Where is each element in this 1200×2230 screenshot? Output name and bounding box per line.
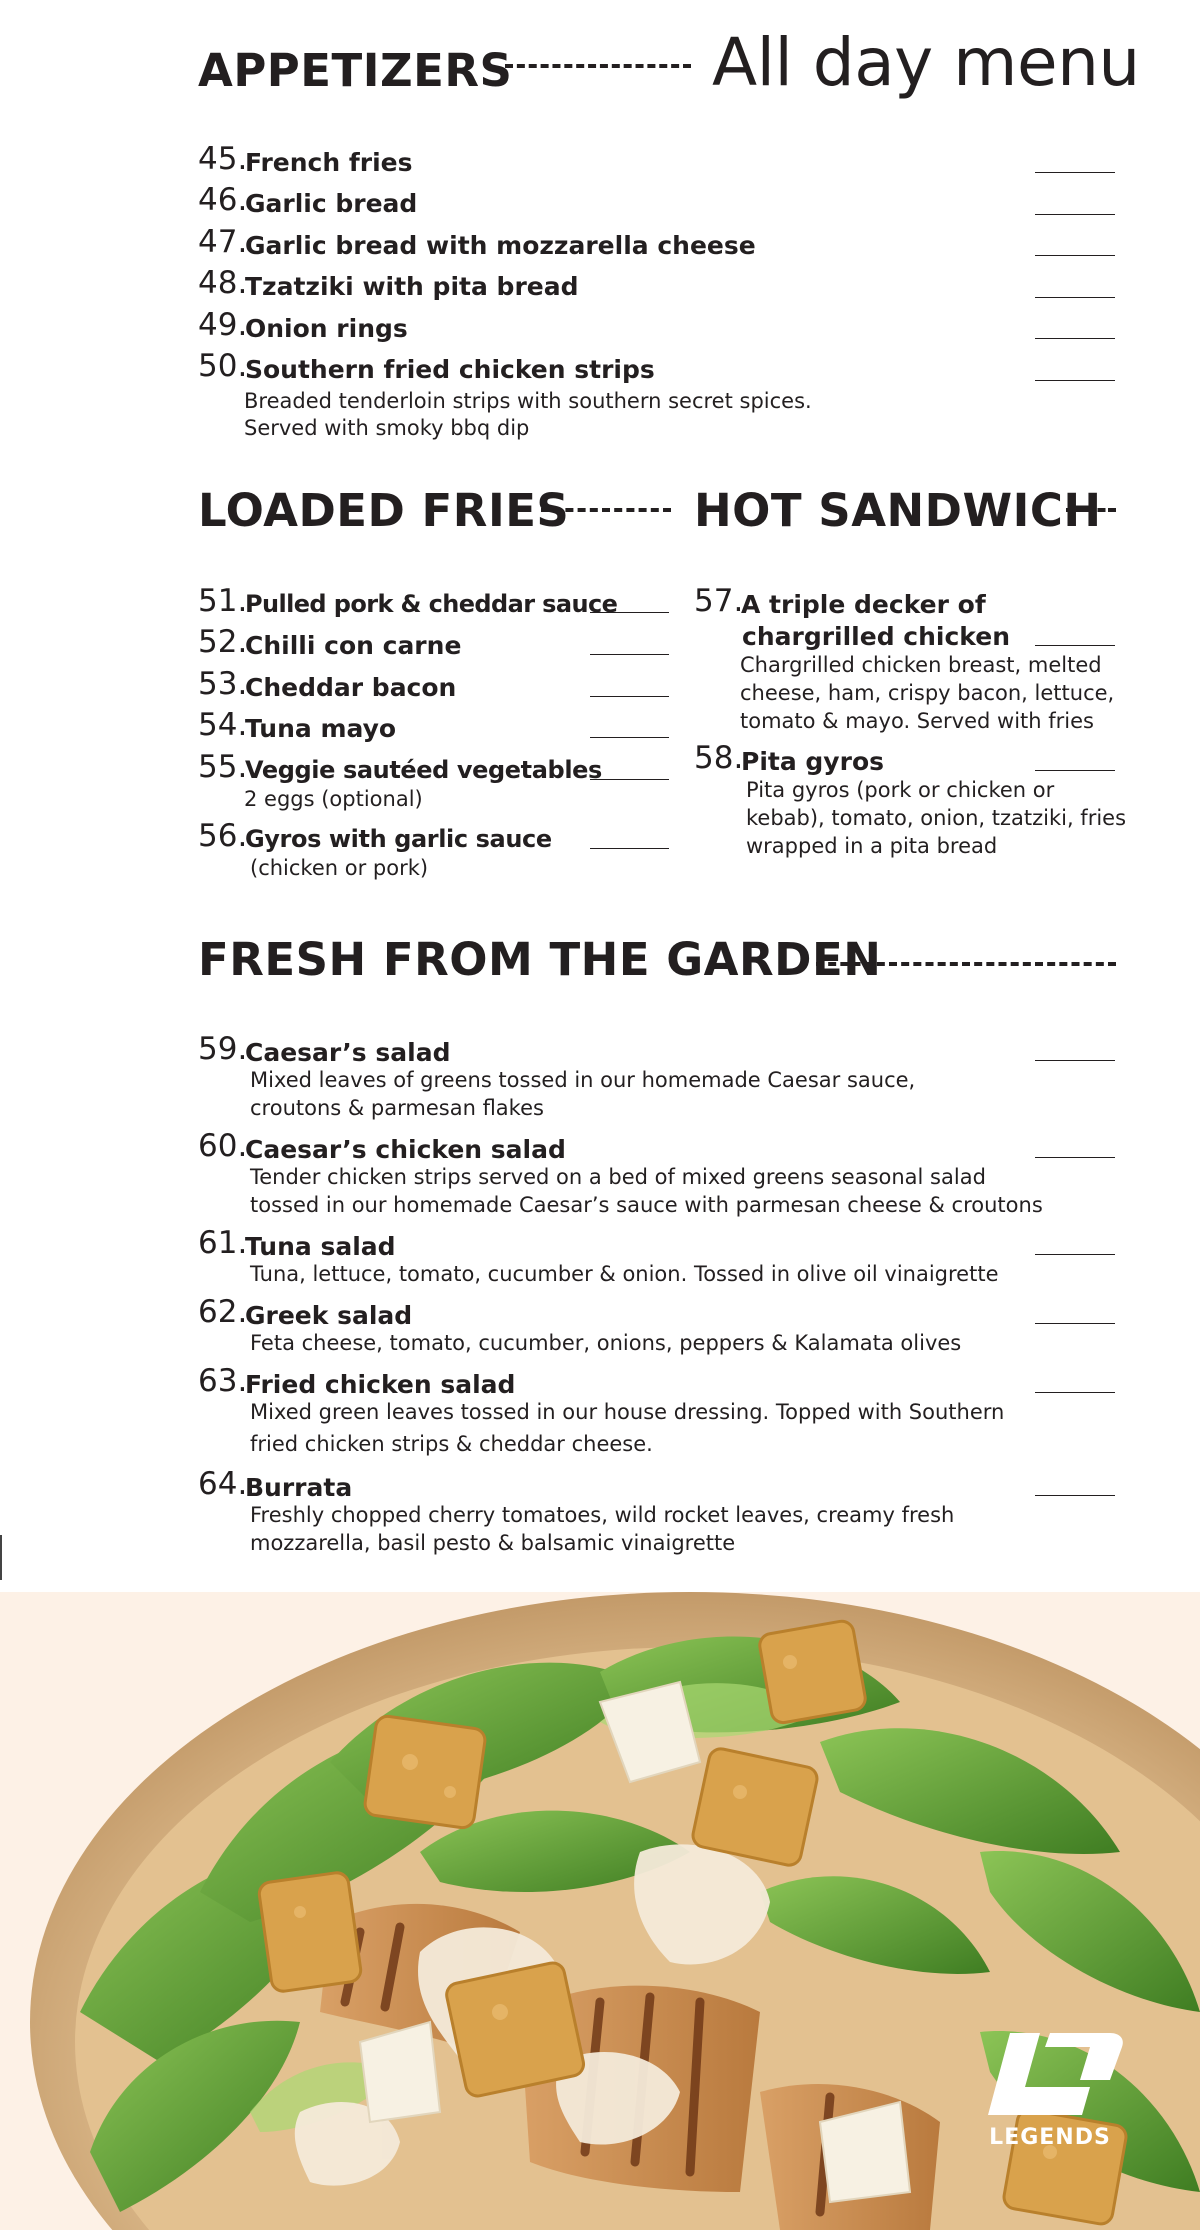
appetizers-dashes — [505, 64, 691, 68]
item-name: Caesar’s chicken salad — [245, 1135, 566, 1164]
garden-title: FRESH FROM THE GARDEN — [198, 933, 882, 986]
item-description: wrapped in a pita bread — [746, 834, 998, 858]
item-name: Pita gyros — [741, 747, 884, 776]
item-number: 63. — [198, 1363, 248, 1399]
price-line — [590, 612, 669, 613]
price-line — [1035, 255, 1115, 256]
item-name: Southern fried chicken strips — [245, 355, 655, 384]
price-line — [1035, 172, 1115, 173]
item-name: Cheddar bacon — [245, 673, 457, 702]
price-line — [590, 654, 669, 655]
item-description: Tender chicken strips served on a bed of mixed greens seasonal salad — [250, 1165, 986, 1189]
legends-logo — [970, 2025, 1130, 2175]
garden-dashes — [816, 962, 1116, 966]
price-line — [590, 848, 669, 849]
item-description: kebab), tomato, onion, tzatziki, fries — [746, 806, 1127, 830]
item-name: Pulled pork & cheddar sauce — [245, 590, 618, 618]
item-number: 50. — [198, 348, 248, 384]
price-line — [590, 737, 669, 738]
item-number: 56. — [198, 818, 248, 854]
item-description: Mixed leaves of greens tossed in our homemade Caesar sauce, — [250, 1068, 916, 1092]
price-line — [1035, 770, 1115, 771]
item-description: Served with smoky bbq dip — [244, 416, 530, 440]
item-description: Pita gyros (pork or chicken or — [746, 778, 1055, 802]
item-name: Greek salad — [245, 1301, 413, 1330]
item-number: 46. — [198, 182, 248, 218]
item-number: 55. — [198, 749, 248, 785]
item-number: 52. — [198, 624, 248, 660]
appetizers-title: APPETIZERS — [198, 44, 513, 97]
hot-sandwich-title: HOT SANDWICH — [694, 484, 1102, 537]
item-name: Tuna salad — [245, 1232, 396, 1261]
loaded-fries-dashes — [541, 508, 671, 512]
item-name: Chilli con carne — [245, 631, 462, 660]
item-name: Caesar’s salad — [245, 1038, 451, 1067]
item-description: 2 eggs (optional) — [244, 787, 423, 811]
item-name: Gyros with garlic sauce — [245, 825, 552, 853]
item-number: 54. — [198, 707, 248, 743]
price-line — [1035, 1254, 1115, 1255]
caesar-salad-photo — [0, 1592, 1200, 2230]
item-name: Burrata — [245, 1473, 353, 1502]
item-description: (chicken or pork) — [250, 856, 429, 880]
item-number: 64. — [198, 1466, 248, 1502]
item-description: Chargrilled chicken breast, melted — [740, 653, 1102, 677]
item-description: Tuna, lettuce, tomato, cucumber & onion. Tossed in olive oil vinaigrette — [250, 1262, 999, 1286]
item-description: croutons & parmesan flakes — [250, 1096, 544, 1120]
item-description: cheese, ham, crispy bacon, lettuce, — [740, 681, 1115, 705]
item-description: Breaded tenderloin strips with southern secret spices. — [244, 389, 812, 413]
legends-logo-text: LEGENDS — [989, 2125, 1111, 2150]
text-cursor — [0, 1535, 2, 1580]
item-number: 57. — [694, 583, 744, 619]
item-name: Tzatziki with pita bread — [245, 272, 579, 301]
price-line — [1035, 297, 1115, 298]
item-description: fried chicken strips & cheddar cheese. — [250, 1432, 653, 1456]
item-number: 45. — [198, 141, 248, 177]
loaded-fries-title: LOADED FRIES — [198, 484, 570, 537]
item-number: 62. — [198, 1294, 248, 1330]
all-day-menu-title: All day menu — [712, 24, 1140, 101]
item-description: Freshly chopped cherry tomatoes, wild rocket leaves, creamy fresh — [250, 1503, 955, 1527]
item-name: Tuna mayo — [245, 714, 397, 743]
price-line — [1035, 1323, 1115, 1324]
item-number: 53. — [198, 666, 248, 702]
item-name: Garlic bread — [245, 189, 418, 218]
item-number: 60. — [198, 1128, 248, 1164]
price-line — [1035, 1060, 1115, 1061]
price-line — [1035, 380, 1115, 381]
item-name: French fries — [245, 148, 413, 177]
price-line — [590, 696, 669, 697]
item-description: tomato & mayo. Served with fries — [740, 709, 1094, 733]
price-line — [1035, 214, 1115, 215]
item-name: chargrilled chicken — [742, 622, 1011, 651]
item-description: Feta cheese, tomato, cucumber, onions, peppers & Kalamata olives — [250, 1331, 962, 1355]
item-number: 48. — [198, 265, 248, 301]
item-description: mozzarella, basil pesto & balsamic vinaigrette — [250, 1531, 736, 1555]
legends-logo-icon — [970, 2025, 1130, 2125]
item-number: 49. — [198, 307, 248, 343]
price-line — [1035, 1157, 1115, 1158]
item-name: Onion rings — [245, 314, 408, 343]
item-number: 59. — [198, 1031, 248, 1067]
item-number: 47. — [198, 224, 248, 260]
item-description: Mixed green leaves tossed in our house dressing. Topped with Southern — [250, 1400, 1005, 1424]
item-number: 61. — [198, 1225, 248, 1261]
price-line — [1035, 1392, 1115, 1393]
price-line — [1035, 645, 1115, 646]
item-name: Veggie sautéed vegetables — [245, 756, 602, 784]
item-number: 58. — [694, 740, 744, 776]
price-line — [1035, 338, 1115, 339]
item-name: Garlic bread with mozzarella cheese — [245, 231, 756, 260]
item-name: A triple decker of — [741, 590, 986, 619]
price-line — [1035, 1495, 1115, 1496]
hot-sandwich-dashes — [1066, 508, 1116, 512]
item-number: 51. — [198, 583, 248, 619]
item-description: tossed in our homemade Caesar’s sauce with parmesan cheese & croutons — [250, 1193, 1043, 1217]
price-line — [590, 779, 669, 780]
item-name: Fried chicken salad — [245, 1370, 516, 1399]
